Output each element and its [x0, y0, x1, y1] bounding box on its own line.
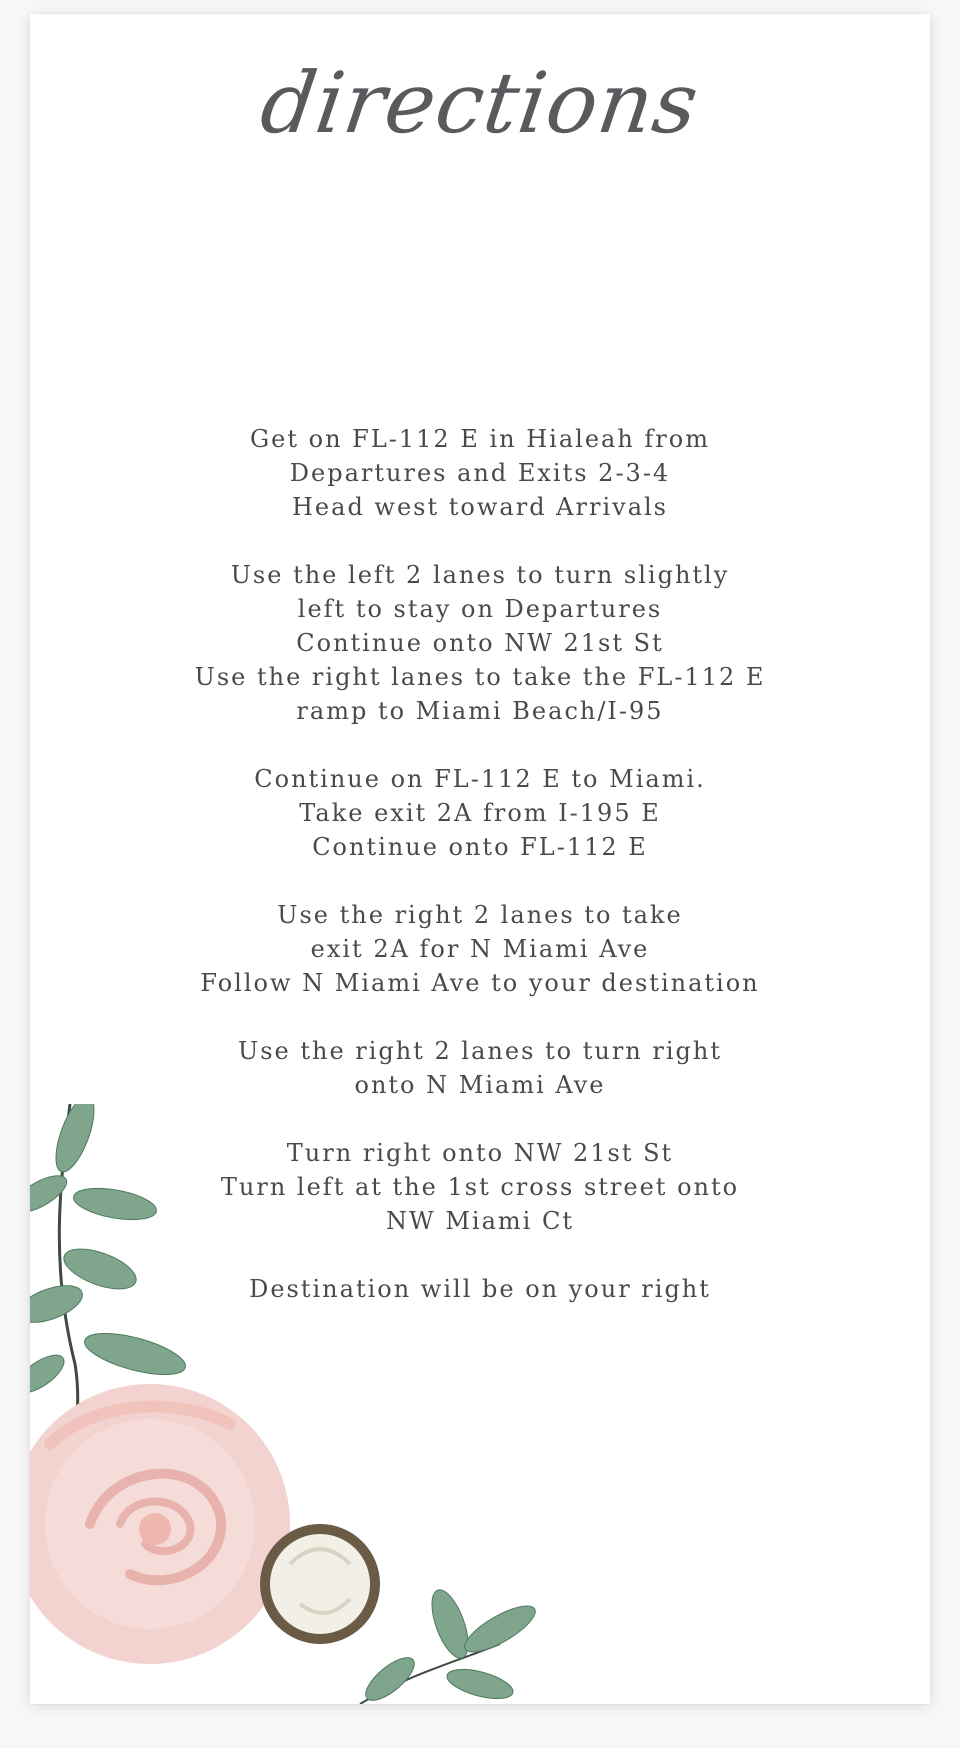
- directions-card: [30, 14, 930, 1704]
- direction-paragraph: [30, 422, 930, 524]
- direction-paragraph: [30, 762, 930, 864]
- direction-line: Follow N Miami Ave to your destination: [200, 969, 760, 997]
- direction-line: Take exit 2A from I-195 E: [299, 799, 661, 827]
- direction-line: left to stay on Departures: [297, 595, 663, 623]
- direction-line: Head west toward Arrivals: [292, 493, 668, 521]
- direction-line: ramp to Miami Beach/I-95: [296, 697, 664, 725]
- direction-line: Get on FL-112 E in Hialeah from: [250, 425, 710, 453]
- direction-line: Continue onto FL-112 E: [312, 833, 648, 861]
- direction-line: Turn right onto NW 21st St: [286, 1139, 674, 1167]
- direction-line: NW Miami Ct: [386, 1207, 574, 1235]
- direction-paragraph: [30, 558, 930, 728]
- cotton-boll: [265, 1529, 375, 1639]
- rose: [30, 1384, 290, 1664]
- direction-line: Departures and Exits 2-3-4: [289, 459, 671, 487]
- direction-line: Continue onto NW 21st St: [296, 629, 664, 657]
- direction-line: Use the right 2 lanes to take: [277, 901, 683, 929]
- direction-line: Use the right lanes to take the FL-112 E: [194, 663, 766, 691]
- direction-line: Continue on FL-112 E to Miami.: [254, 765, 706, 793]
- direction-line: onto N Miami Ave: [354, 1071, 606, 1099]
- direction-line: Use the right 2 lanes to turn right: [237, 1037, 723, 1065]
- direction-paragraph: [30, 898, 930, 1000]
- rose-and-eucalyptus-floral-icon: [30, 1104, 630, 1704]
- direction-paragraph: [30, 1034, 930, 1102]
- direction-line: Destination will be on your right: [249, 1275, 711, 1303]
- direction-line: exit 2A for N Miami Ave: [310, 935, 650, 963]
- leaf-cluster: [30, 1104, 189, 1400]
- direction-line: Use the left 2 lanes to turn slightly: [230, 561, 730, 589]
- leaf-cluster: [359, 1585, 541, 1704]
- card-title: directions: [255, 54, 705, 152]
- direction-line: Turn left at the 1st cross street onto: [220, 1173, 740, 1201]
